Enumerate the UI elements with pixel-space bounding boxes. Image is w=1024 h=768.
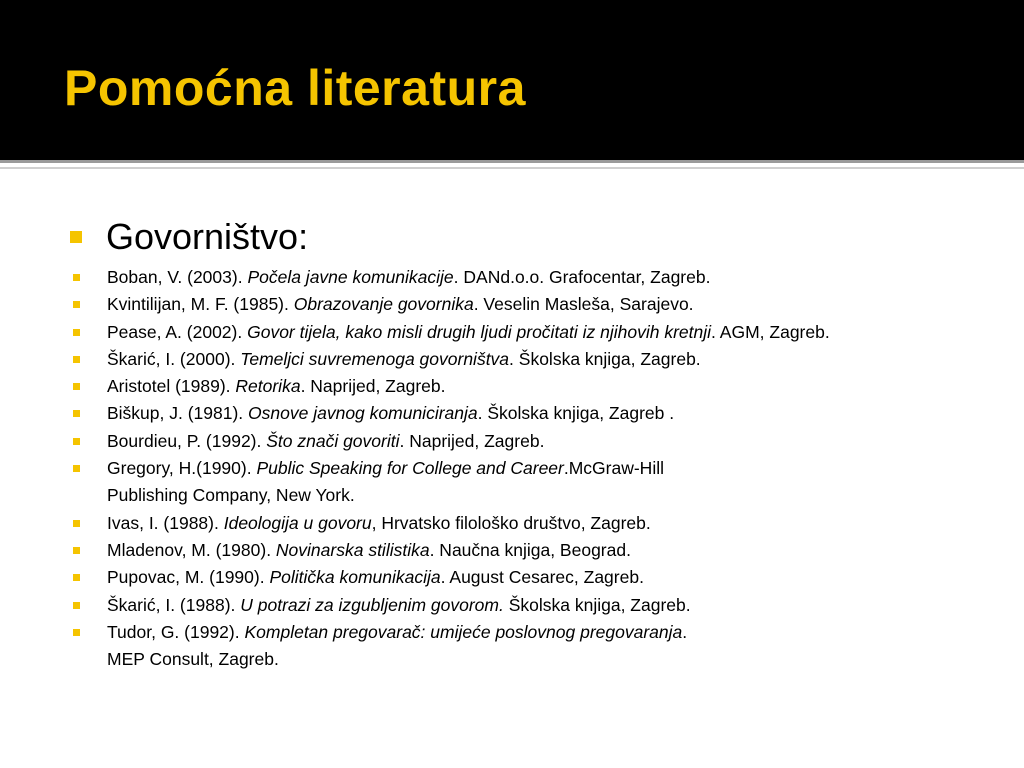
reference-publisher: . Naprijed, Zagreb. (300, 376, 446, 397)
reference-title: Obrazovanje govornika (293, 294, 474, 315)
square-bullet-icon (73, 629, 80, 636)
reference-item (70, 264, 1000, 291)
reference-publisher: . Naučna knjiga, Beograd. (429, 539, 631, 560)
reference-author: Ivas, I. (1988). (107, 512, 224, 533)
reference-title: Novinarska stilistika (275, 539, 430, 560)
reference-publisher: . Školska knjiga, Zagreb . (477, 403, 675, 424)
reference-publisher: . AGM, Zagreb. (711, 321, 830, 342)
square-bullet-icon (73, 301, 80, 308)
reference-publisher: .McGraw-Hill (563, 458, 664, 479)
reference-title: U potrazi za izgubljenim govorom. (240, 594, 504, 615)
reference-item (70, 319, 1000, 346)
square-bullet-icon (73, 329, 80, 336)
reference-author: Biškup, J. (1981). (107, 403, 249, 424)
reference-publisher: Školska knjiga, Zagreb. (503, 594, 691, 615)
title-divider-light (0, 167, 1024, 169)
reference-item (70, 291, 1000, 318)
reference-author: Gregory, H.(1990). (107, 458, 257, 479)
square-bullet-icon (73, 410, 80, 417)
square-bullet-icon (73, 383, 80, 390)
square-bullet-icon (73, 602, 80, 609)
reference-publisher: . Školska knjiga, Zagreb. (509, 348, 701, 369)
square-bullet-icon (73, 520, 80, 527)
reference-publisher-continued: Publishing Company, New York. (107, 485, 355, 506)
reference-title: Počela javne komunikacije (247, 267, 454, 287)
reference-publisher: . August Cesarec, Zagreb. (440, 567, 644, 588)
reference-publisher: . DANd.o.o. Grafocentar, Zagreb. (453, 267, 711, 287)
reference-publisher-continued: MEP Consult, Zagreb. (107, 649, 279, 670)
reference-title: Ideologija u govoru (223, 512, 372, 533)
reference-author: Mladenov, M. (1980). (107, 539, 276, 560)
reference-title: Temeljci suvremenoga govorništva (240, 348, 510, 369)
reference-title: Politička komunikacija (269, 567, 441, 588)
reference-title: Public Speaking for College and Career (256, 458, 564, 479)
reference-title: Retorika (235, 376, 301, 397)
section-heading-row (70, 212, 308, 262)
reference-title: Kompletan pregovarač: umijeće poslovnog pregovaranja (244, 621, 683, 642)
reference-author: Škarić, I. (2000). (107, 348, 241, 369)
reference-publisher: , Hrvatsko filološko društvo, Zagreb. (371, 512, 651, 533)
square-bullet-icon (73, 356, 80, 363)
reference-publisher: . (682, 621, 688, 642)
reference-item (70, 510, 1000, 537)
reference-title: Govor tijela, kako misli drugih ljudi pročitati iz njihovih kretnji (247, 321, 712, 342)
square-bullet-icon (73, 438, 80, 445)
reference-item (70, 400, 1000, 427)
reference-item (70, 455, 1000, 510)
reference-item (70, 619, 1000, 674)
reference-title: Osnove javnog komuniciranja (248, 403, 478, 424)
reference-author: Aristotel (1989). (107, 376, 236, 397)
title-bar (0, 0, 1024, 160)
square-bullet-icon (73, 274, 80, 281)
reference-author: Pease, A. (2002). (107, 321, 248, 342)
reference-item (70, 428, 1000, 455)
square-bullet-icon (70, 231, 82, 243)
reference-author: Tudor, G. (1992). (107, 621, 245, 642)
reference-publisher: . Naprijed, Zagreb. (399, 430, 545, 451)
square-bullet-icon (73, 465, 80, 472)
reference-author: Škarić, I. (1988). (107, 594, 241, 615)
reference-publisher: . Veselin Masleša, Sarajevo. (473, 294, 694, 315)
square-bullet-icon (73, 547, 80, 554)
section-heading: Govorništvo: (106, 216, 309, 257)
reference-item (70, 564, 1000, 591)
reference-author: Kvintilijan, M. F. (1985). (107, 294, 294, 315)
square-bullet-icon (73, 574, 80, 581)
reference-author: Boban, V. (2003). (107, 267, 248, 287)
reference-title: Što znači govoriti (266, 430, 400, 451)
slide-title: Pomoćna literatura (64, 60, 526, 116)
reference-list (70, 264, 1000, 673)
reference-author: Bourdieu, P. (1992). (107, 430, 267, 451)
reference-item (70, 592, 1000, 619)
reference-item (70, 537, 1000, 564)
reference-item (70, 346, 1000, 373)
reference-author: Pupovac, M. (1990). (107, 567, 270, 588)
reference-item (70, 373, 1000, 400)
